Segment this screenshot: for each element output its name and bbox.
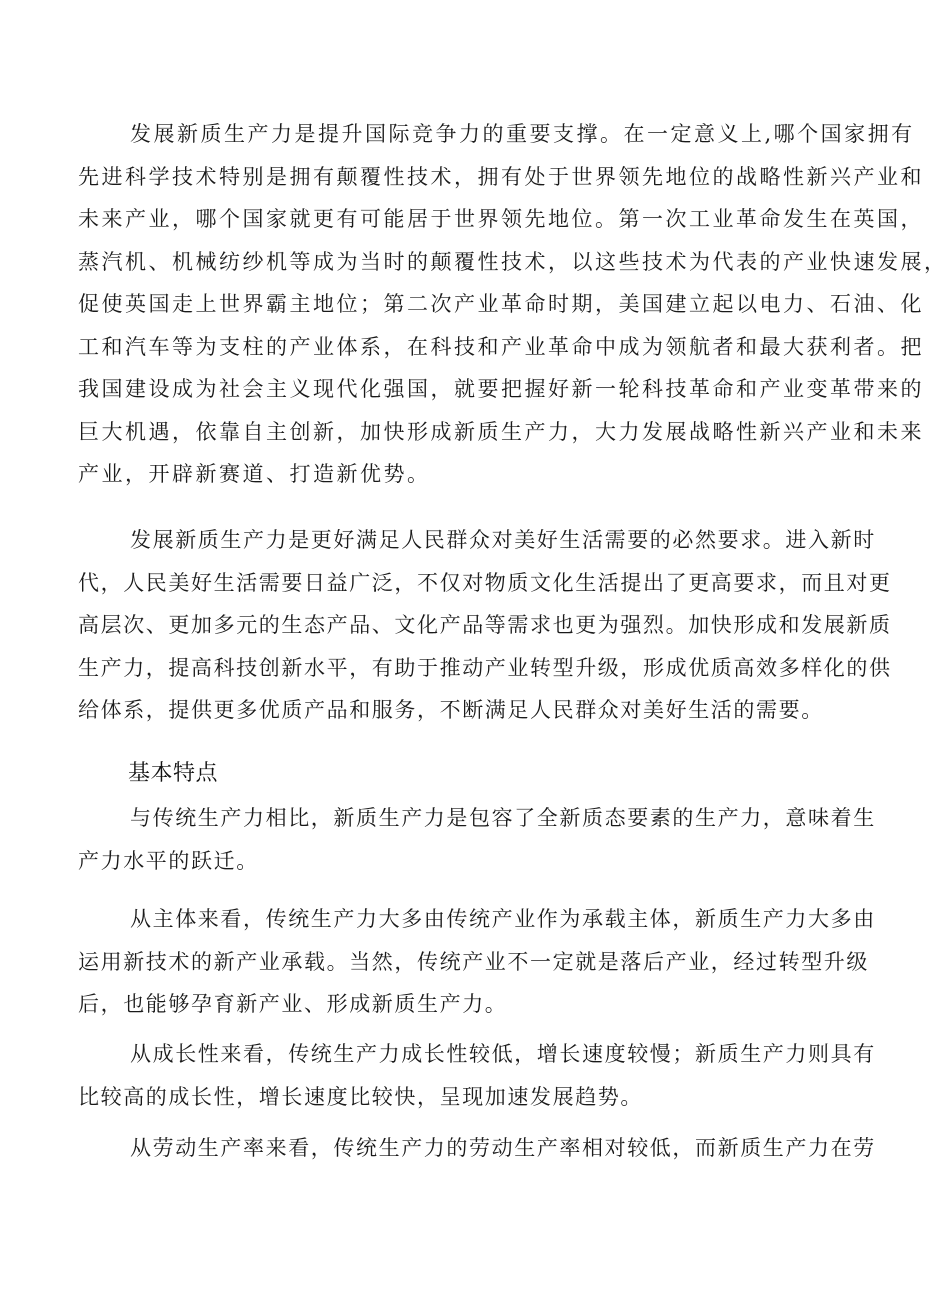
text-line: 我国建设成为社会主义现代化强国，就要把握好新一轮科技革命和产业变革带来的 bbox=[78, 377, 924, 401]
paragraph-comparison bbox=[78, 797, 876, 882]
text-line: 蒸汽机、机械纺纱机等成为当时的颠覆性技术，以这些技术为代表的产业快速发展， bbox=[78, 249, 948, 274]
text-line: 产业，开辟新赛道、打造新优势。 bbox=[78, 462, 431, 486]
paragraph-better-life bbox=[78, 519, 892, 732]
text-line: 发展新质生产力是更好满足人民群众对美好生活需要的必然要求。进入新时 bbox=[130, 528, 876, 552]
text-line: 运用新技术的新产业承载。当然，传统产业不一定就是落后产业，经过转型升级 bbox=[78, 949, 869, 974]
paragraph-competitiveness bbox=[78, 113, 948, 496]
text-line: 比较高的成长性，增长速度比较快，呈现加速发展趋势。 bbox=[78, 1084, 643, 1109]
text-line: 与传统生产力相比，新质生产力是包容了全新质态要素的生产力，意味着生 bbox=[130, 806, 876, 830]
text-line: 生产力，提高科技创新水平，有助于推动产业转型升级，形成优质高效多样化的供 bbox=[78, 655, 892, 680]
text-line: 未来产业，哪个国家就更有可能居于世界领先地位。第一次工业革命发生在英国， bbox=[78, 207, 924, 231]
text-line: 代，人民美好生活需要日益广泛，不仅对物质文化生活提出了更高要求，而且对更 bbox=[78, 570, 892, 595]
text-line: 发展新质生产力是提升国际竞争力的重要支撑。在一定意义上,哪个国家拥有 bbox=[130, 122, 915, 146]
text-line: 巨大机遇，依靠自主创新，加快形成新质生产力，大力发展战略性新兴产业和未来 bbox=[78, 419, 924, 444]
text-line: 产力水平的跃迁。 bbox=[78, 848, 259, 873]
text-line: 从成长性来看，传统生产力成长性较低，增长速度较慢；新质生产力则具有 bbox=[130, 1042, 876, 1066]
paragraph-subject bbox=[78, 898, 876, 1026]
paragraph-productivity bbox=[78, 1127, 876, 1170]
text-line: 工和汽车等为支柱的产业体系，在科技和产业革命中成为领航者和最大获利者。把 bbox=[78, 334, 924, 359]
text-line: 从主体来看，传统生产力大多由传统产业作为承载主体，新质生产力大多由 bbox=[130, 907, 876, 931]
text-line: 高层次、更加多元的生态产品、文化产品等需求也更为强烈。加快形成和发展新质 bbox=[78, 613, 892, 637]
text-line: 后，也能够孕育新产业、形成新质生产力。 bbox=[78, 992, 508, 1016]
text-line: 给体系，提供更多优质产品和服务，不断满足人民群众对美好生活的需要。 bbox=[78, 698, 824, 722]
text-line: 促使英国走上世界霸主地位；第二次产业革命时期，美国建立起以电力、石油、化 bbox=[78, 292, 924, 316]
text-line: 先进科学技术特别是拥有颠覆性技术，拥有处于世界领先地位的战略性新兴产业和 bbox=[78, 164, 924, 189]
section-heading: 基本特点 bbox=[128, 761, 219, 786]
text-line: 从劳动生产率来看，传统生产力的劳动生产率相对较低，而新质生产力在劳 bbox=[130, 1136, 876, 1160]
paragraph-growth bbox=[78, 1033, 876, 1118]
